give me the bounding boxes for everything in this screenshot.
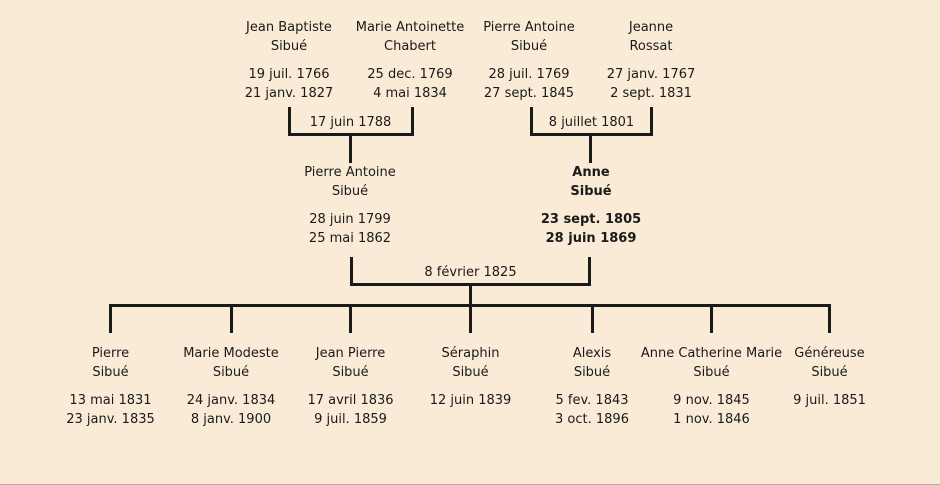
- birth-date: 9 juil. 1851: [793, 393, 866, 408]
- birth-date: 13 mai 1831: [69, 393, 152, 408]
- descent-stem-1788: [349, 136, 352, 163]
- person-pierre-antoine-sibue-sr: [483, 18, 575, 103]
- death-date: 4 mai 1834: [373, 86, 447, 101]
- given-names: Jean Pierre: [315, 346, 386, 361]
- person-jeanne-rossat: [607, 18, 696, 103]
- death-date: 1 nov. 1846: [673, 412, 750, 427]
- person-pierre-sibue: [66, 344, 155, 429]
- marriage-bracket-1825: [350, 257, 591, 286]
- child-drop-line: [591, 305, 594, 333]
- child-drop-line: [710, 305, 713, 333]
- birth-date: 12 juin 1839: [429, 393, 512, 408]
- birth-date: 27 janv. 1767: [606, 67, 696, 82]
- surname: Sibué: [510, 39, 548, 54]
- given-names: Jeanne: [628, 20, 674, 35]
- given-names: Anne: [572, 165, 610, 180]
- person-pierre-antoine-sibue: [304, 163, 396, 248]
- surname: Sibué: [332, 365, 369, 380]
- given-names: Alexis: [572, 346, 612, 361]
- birth-date: 5 fev. 1843: [555, 393, 629, 408]
- given-names: Marie Antoinette: [355, 20, 465, 35]
- person-jean-baptiste-sibue: [245, 18, 334, 103]
- child-drop-line: [828, 305, 831, 333]
- marriage-bracket-1788: [288, 107, 414, 136]
- birth-date: 9 nov. 1845: [673, 393, 750, 408]
- child-drop-line: [469, 305, 472, 333]
- person-anne-catherine-marie-sibue: [641, 344, 782, 429]
- birth-date: 28 juin 1799: [309, 212, 391, 227]
- death-date: 21 janv. 1827: [244, 86, 334, 101]
- surname: Chabert: [384, 39, 436, 54]
- death-date: 3 oct. 1896: [555, 412, 629, 427]
- birth-date: 25 dec. 1769: [367, 67, 453, 82]
- marriage-bracket-1801: [530, 107, 653, 136]
- given-names: Jean Baptiste: [246, 20, 332, 35]
- death-date: 8 janv. 1900: [190, 412, 272, 427]
- surname: Sibué: [92, 365, 129, 380]
- child-drop-line: [349, 305, 352, 333]
- descent-stem-1825: [469, 286, 472, 305]
- person-seraphin-sibue: [430, 344, 512, 410]
- surname: Sibué: [811, 365, 848, 380]
- surname: Rossat: [629, 39, 673, 54]
- person-marie-antoinette-chabert: [356, 18, 465, 103]
- surname: Sibué: [573, 365, 611, 380]
- marriage-date-label: 17 juin 1788: [309, 115, 392, 130]
- birth-date: 19 juil. 1766: [248, 67, 330, 82]
- surname: Sibué: [693, 365, 730, 380]
- surname: Sibué: [452, 365, 489, 380]
- death-date: 27 sept. 1845: [483, 86, 575, 101]
- death-date: 23 janv. 1835: [66, 412, 155, 427]
- given-names: Généreuse: [794, 346, 865, 361]
- death-date: 28 juin 1869: [545, 231, 637, 246]
- person-marie-modeste-sibue: [183, 344, 279, 429]
- person-jean-pierre-sibue: [307, 344, 393, 429]
- given-names: Pierre Antoine: [304, 165, 396, 180]
- given-names: Pierre Antoine: [483, 20, 575, 35]
- person-alexis-sibue: [555, 344, 629, 429]
- given-names: Anne Catherine Marie: [640, 346, 783, 361]
- surname: Sibué: [212, 365, 250, 380]
- birth-date: 24 janv. 1834: [186, 393, 276, 408]
- marriage-date-label: 8 février 1825: [424, 265, 517, 280]
- child-drop-line: [109, 305, 112, 333]
- marriage-date-label: 8 juillet 1801: [548, 115, 635, 130]
- child-drop-line: [230, 305, 233, 333]
- death-date: 25 mai 1862: [308, 231, 392, 246]
- surname: Sibué: [570, 184, 612, 199]
- surname: Sibué: [270, 39, 308, 54]
- given-names: Pierre: [91, 346, 130, 361]
- birth-date: 28 juil. 1769: [488, 67, 570, 82]
- given-names: Marie Modeste: [183, 346, 279, 361]
- death-date: 2 sept. 1831: [610, 86, 692, 101]
- birth-date: 23 sept. 1805: [540, 212, 642, 227]
- surname: Sibué: [331, 184, 369, 199]
- birth-date: 17 avril 1836: [307, 393, 394, 408]
- given-names: Séraphin: [441, 346, 500, 361]
- person-genereuse-sibue: [793, 344, 866, 410]
- descent-stem-1801: [589, 136, 592, 163]
- death-date: 9 juil. 1859: [314, 412, 387, 427]
- person-anne-sibue: [541, 163, 641, 248]
